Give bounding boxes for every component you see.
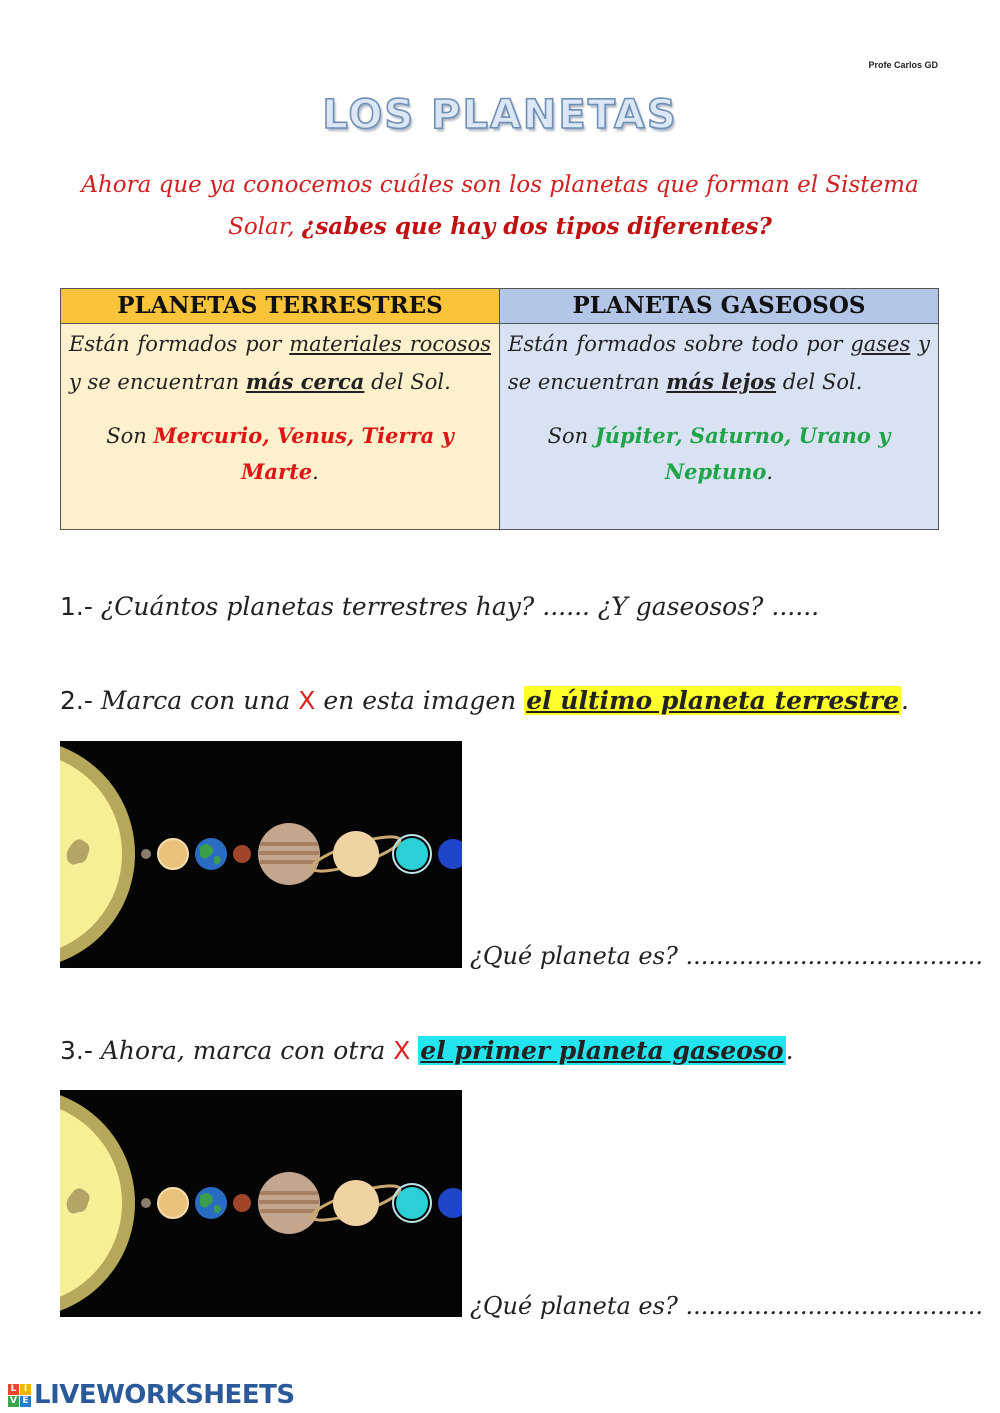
gaseous-description: Están formados sobre todo por gases y se encuentran más lejos del Sol. xyxy=(508,332,930,394)
gaseous-description-cell xyxy=(500,324,939,530)
which-planet-answer-2[interactable]: ¿Qué planeta es? ....................................... xyxy=(470,1292,983,1320)
x-mark-red: X xyxy=(393,1036,411,1065)
highlight-last-terrestrial: el último planeta terrestre xyxy=(526,686,899,715)
author-credit: Profe Carlos GD xyxy=(868,60,938,70)
solar-system-illustration xyxy=(60,1090,462,1317)
logo-mark-icon: L I V E xyxy=(8,1384,31,1407)
which-planet-answer-1[interactable]: ¿Qué planeta es? ....................................... xyxy=(470,942,983,970)
logo-text: LIVEWORKSHEETS xyxy=(34,1380,295,1410)
solar-system-image[interactable] xyxy=(60,1090,462,1317)
terrestrial-description: Están formados por materiales rocosos y se encuentran más cerca del Sol. xyxy=(69,332,491,394)
gaseous-planet-list: Son Júpiter, Saturno, Urano y Neptuno. xyxy=(547,423,891,484)
liveworksheets-logo[interactable] xyxy=(8,1380,295,1410)
page-title: LOS PLANETAS xyxy=(322,92,678,138)
intro-line: Ahora que ya conocemos cuáles son los planetas que forman el Sistema Solar, xyxy=(81,172,919,240)
gaseous-header-cell xyxy=(500,289,939,324)
terrestrial-header-cell xyxy=(61,289,500,324)
terrestrial-header: PLANETAS TERRESTRES xyxy=(117,292,443,319)
terrestrial-planet-list: Son Mercurio, Venus, Tierra y Marte. xyxy=(106,423,454,484)
question-2: 2.- Marca con una X en esta imagen el último planeta terrestre. xyxy=(60,686,909,715)
x-mark-red: X xyxy=(298,686,316,715)
intro-question: ¿sabes que hay dos tipos diferentes? xyxy=(301,213,772,240)
solar-system-image[interactable] xyxy=(60,741,462,968)
terrestrial-description-cell xyxy=(61,324,500,530)
solar-system-illustration xyxy=(60,741,462,968)
intro-text xyxy=(60,165,940,248)
gaseous-header: PLANETAS GASEOSOS xyxy=(572,292,866,319)
question-1: 1.- ¿Cuántos planetas terrestres hay? ...... ¿Y gaseosos? ...... xyxy=(60,592,820,621)
highlight-first-gaseous: el primer planeta gaseoso xyxy=(420,1036,784,1065)
planet-types-table xyxy=(60,288,939,530)
question-3: 3.- Ahora, marca con otra X el primer planeta gaseoso. xyxy=(60,1036,794,1065)
